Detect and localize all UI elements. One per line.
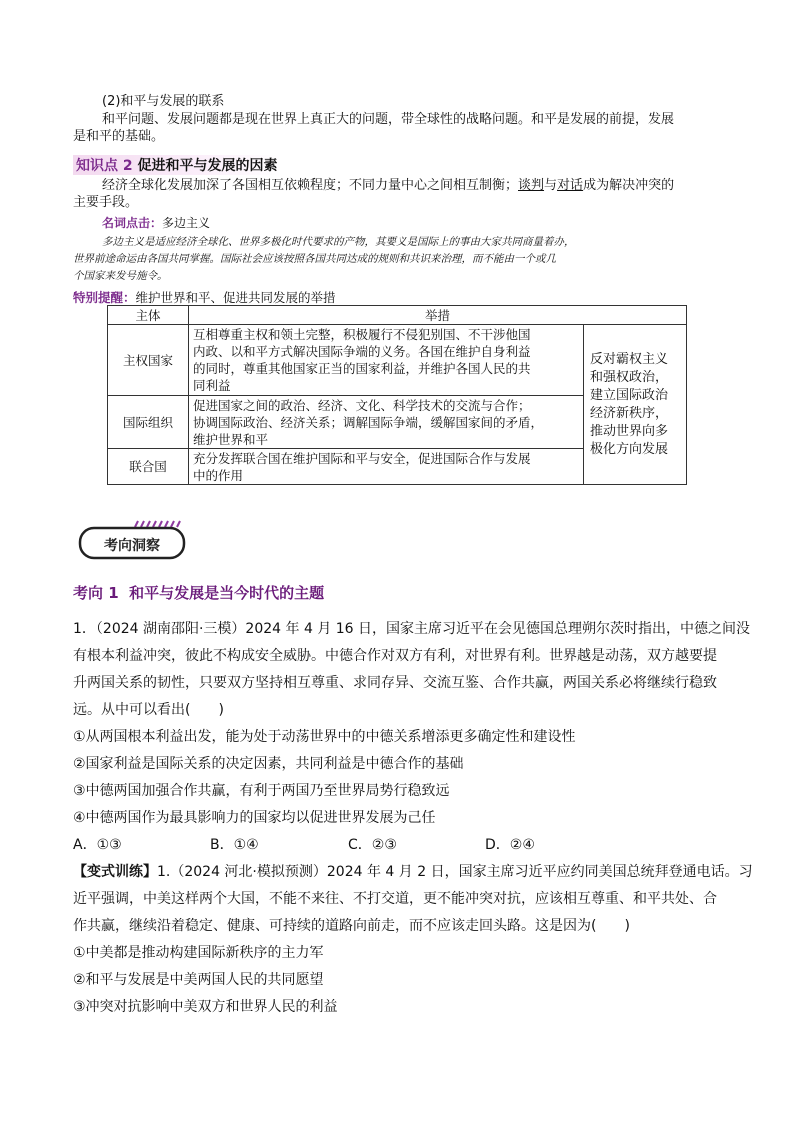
kp-number: 知识点 2 — [76, 158, 133, 174]
table-cell-measure — [189, 396, 584, 449]
q1-line3: 升两国关系的韧性，只要双方坚持相互尊重、求同存异、交流互鉴、合作共赢，两国关系必将继续行稳致 — [73, 675, 717, 691]
kp2-text-line1 — [102, 178, 674, 193]
variant-line1 — [73, 861, 753, 881]
direction-insight-badge — [78, 520, 188, 558]
term-label: 名词点击： — [102, 216, 163, 230]
link-text-line1: 和平问题、发展问题都是现在世界上真正大的问题，带全球性的战略问题。和平是发展的前提，发展 — [102, 112, 675, 127]
q1-option: ④中德两国作为最具影响力的国家均以促进世界发展为己任 — [73, 810, 436, 826]
table-cell-subject: 国际组织 — [108, 396, 189, 449]
variant-option: ①中美都是推动构建国际新秩序的主力军 — [73, 945, 324, 961]
measure-line: 充分发挥联合国在维护国际和平与安全，促进国际合作与发展 — [193, 450, 531, 466]
special-tip-label: 特别提醒： — [73, 290, 136, 305]
direction-1-title — [73, 582, 324, 603]
q1-choice-a: A．①③ — [73, 837, 122, 853]
q1-line1: 1．（2024 湖南邵阳·三模）2024 年 4 月 16 日，国家主席习近平在会见德国总理朔尔茨时指出，中德之间没 — [73, 621, 751, 637]
variant-option: ③冲突对抗影响中美双方和世界人民的利益 — [73, 999, 338, 1015]
table-header-measure: 举措 — [189, 306, 687, 325]
side-line: 推动世界向多 — [590, 423, 669, 439]
side-line: 和强权政治， — [590, 369, 669, 385]
side-line: 极化方向发展 — [590, 441, 669, 457]
link-text-line2: 是和平的基础。 — [73, 129, 165, 144]
table-cell-measure — [189, 449, 584, 485]
q1-line4: 远。从中可以看出( ) — [73, 702, 224, 718]
q1-choice-c: C．②③ — [348, 837, 397, 853]
q1-choice-d: D．②④ — [485, 837, 535, 853]
kp-title-text: 促进和平与发展的因素 — [137, 158, 278, 174]
special-tip — [73, 288, 336, 306]
q1-option: ②国家利益是国际关系的决定因素，共同利益是中德合作的基础 — [73, 756, 464, 772]
kp2-underline-dialogue: 对话 — [557, 178, 584, 193]
measure-line: 同利益 — [193, 378, 231, 393]
measure-line: 维护世界和平 — [193, 431, 269, 447]
variant-line2: 近平强调，中美这样两个大国，不能不来往、不打交道，更不能冲突对抗，应该相互尊重、和平共处、合 — [73, 891, 717, 907]
table-header-subject: 主体 — [108, 306, 189, 325]
measure-line: 协调国际政治、经济关系；调解国际争端，缓解国家间的矛盾， — [193, 414, 544, 430]
variant-option: ②和平与发展是中美两国人民的共同愿望 — [73, 972, 324, 988]
link-heading: (2)和平与发展的联系 — [102, 94, 225, 109]
side-line: 经济新秩序， — [590, 405, 669, 421]
table-row — [108, 325, 687, 396]
term-line1: 多边主义是适应经济全球化、世界多极化时代要求的产物，其要义是国际上的事由大家共同商量着办， — [102, 236, 575, 248]
q1-option: ①从两国根本利益出发，能为处于动荡世界中的中德关系增添更多确定性和建设性 — [73, 729, 576, 745]
table-cell-measure — [189, 325, 584, 396]
measure-line: 促进国家之间的政治、经济、文化、科学技术的交流与合作； — [193, 397, 531, 413]
table-cell-side-summary — [584, 325, 687, 485]
kp2-text-pre: 经济全球化发展加深了各国相互依赖程度；不同力量中心之间相互制衡； — [102, 178, 519, 193]
measure-line: 互相尊重主权和领土完整，积极履行不侵犯别国、不干涉他国 — [193, 327, 531, 342]
variant-line1-text: 1.（2024 河北·模拟预测）2024 年 4 月 2 日，国家主席习近平应约同美国总统拜登通电话。习 — [157, 864, 753, 880]
side-line: 反对霸权主义 — [590, 351, 669, 367]
kp2-text-post: 成为解决冲突的 — [583, 178, 675, 193]
direction-number: 考向 1 — [73, 584, 119, 602]
knowledge-point-2-title — [73, 155, 281, 175]
variant-line3: 作共赢，继续沿着稳定、健康、可持续的道路向前走，而不应该走回头路。这是因为( ) — [73, 918, 630, 934]
q1-option: ③中德两国加强合作共赢，有利于两国乃至世界局势行稳致远 — [73, 783, 450, 799]
direction-title-text: 和平与发展是当今时代的主题 — [129, 584, 325, 602]
kp2-text-mid: 与 — [544, 178, 558, 193]
special-tip-text: 维护世界和平、促进共同发展的举措 — [135, 290, 336, 305]
kp2-text-line2: 主要手段。 — [73, 195, 139, 210]
q1-line2: 有根本利益冲突，彼此不构成安全威胁。中德合作对双方有利，对世界有利。世界越是动荡，双方越要提 — [73, 648, 717, 664]
table-cell-subject: 主权国家 — [108, 325, 189, 396]
badge-label: 考向洞察 — [104, 538, 160, 554]
kp2-underline-negotiation: 谈判 — [518, 178, 545, 193]
table-cell-subject: 联合国 — [108, 449, 189, 485]
term-heading — [102, 214, 210, 231]
term-line2: 世界前途命运由各国共同掌握。国际社会应该按照各国共同达成的规则和共识来治理，而不能由一个或几 — [73, 253, 556, 265]
measure-line: 内政、以和平方式解决国际争端的义务。各国在维护自身利益 — [193, 344, 531, 359]
term-line3: 个国家来发号施令。 — [73, 270, 168, 282]
side-line: 建立国际政治 — [590, 387, 669, 403]
measure-line: 中的作用 — [193, 467, 244, 483]
q1-choice-b: B．①④ — [210, 837, 259, 853]
measures-table — [107, 305, 687, 485]
variant-label: 【变式训练】 — [73, 864, 157, 880]
measure-line: 的同时，尊重其他国家正当的国家利益，并维护各国人民的共 — [193, 361, 531, 376]
term-name: 多边主义 — [162, 216, 211, 230]
table-header-row — [108, 306, 687, 325]
